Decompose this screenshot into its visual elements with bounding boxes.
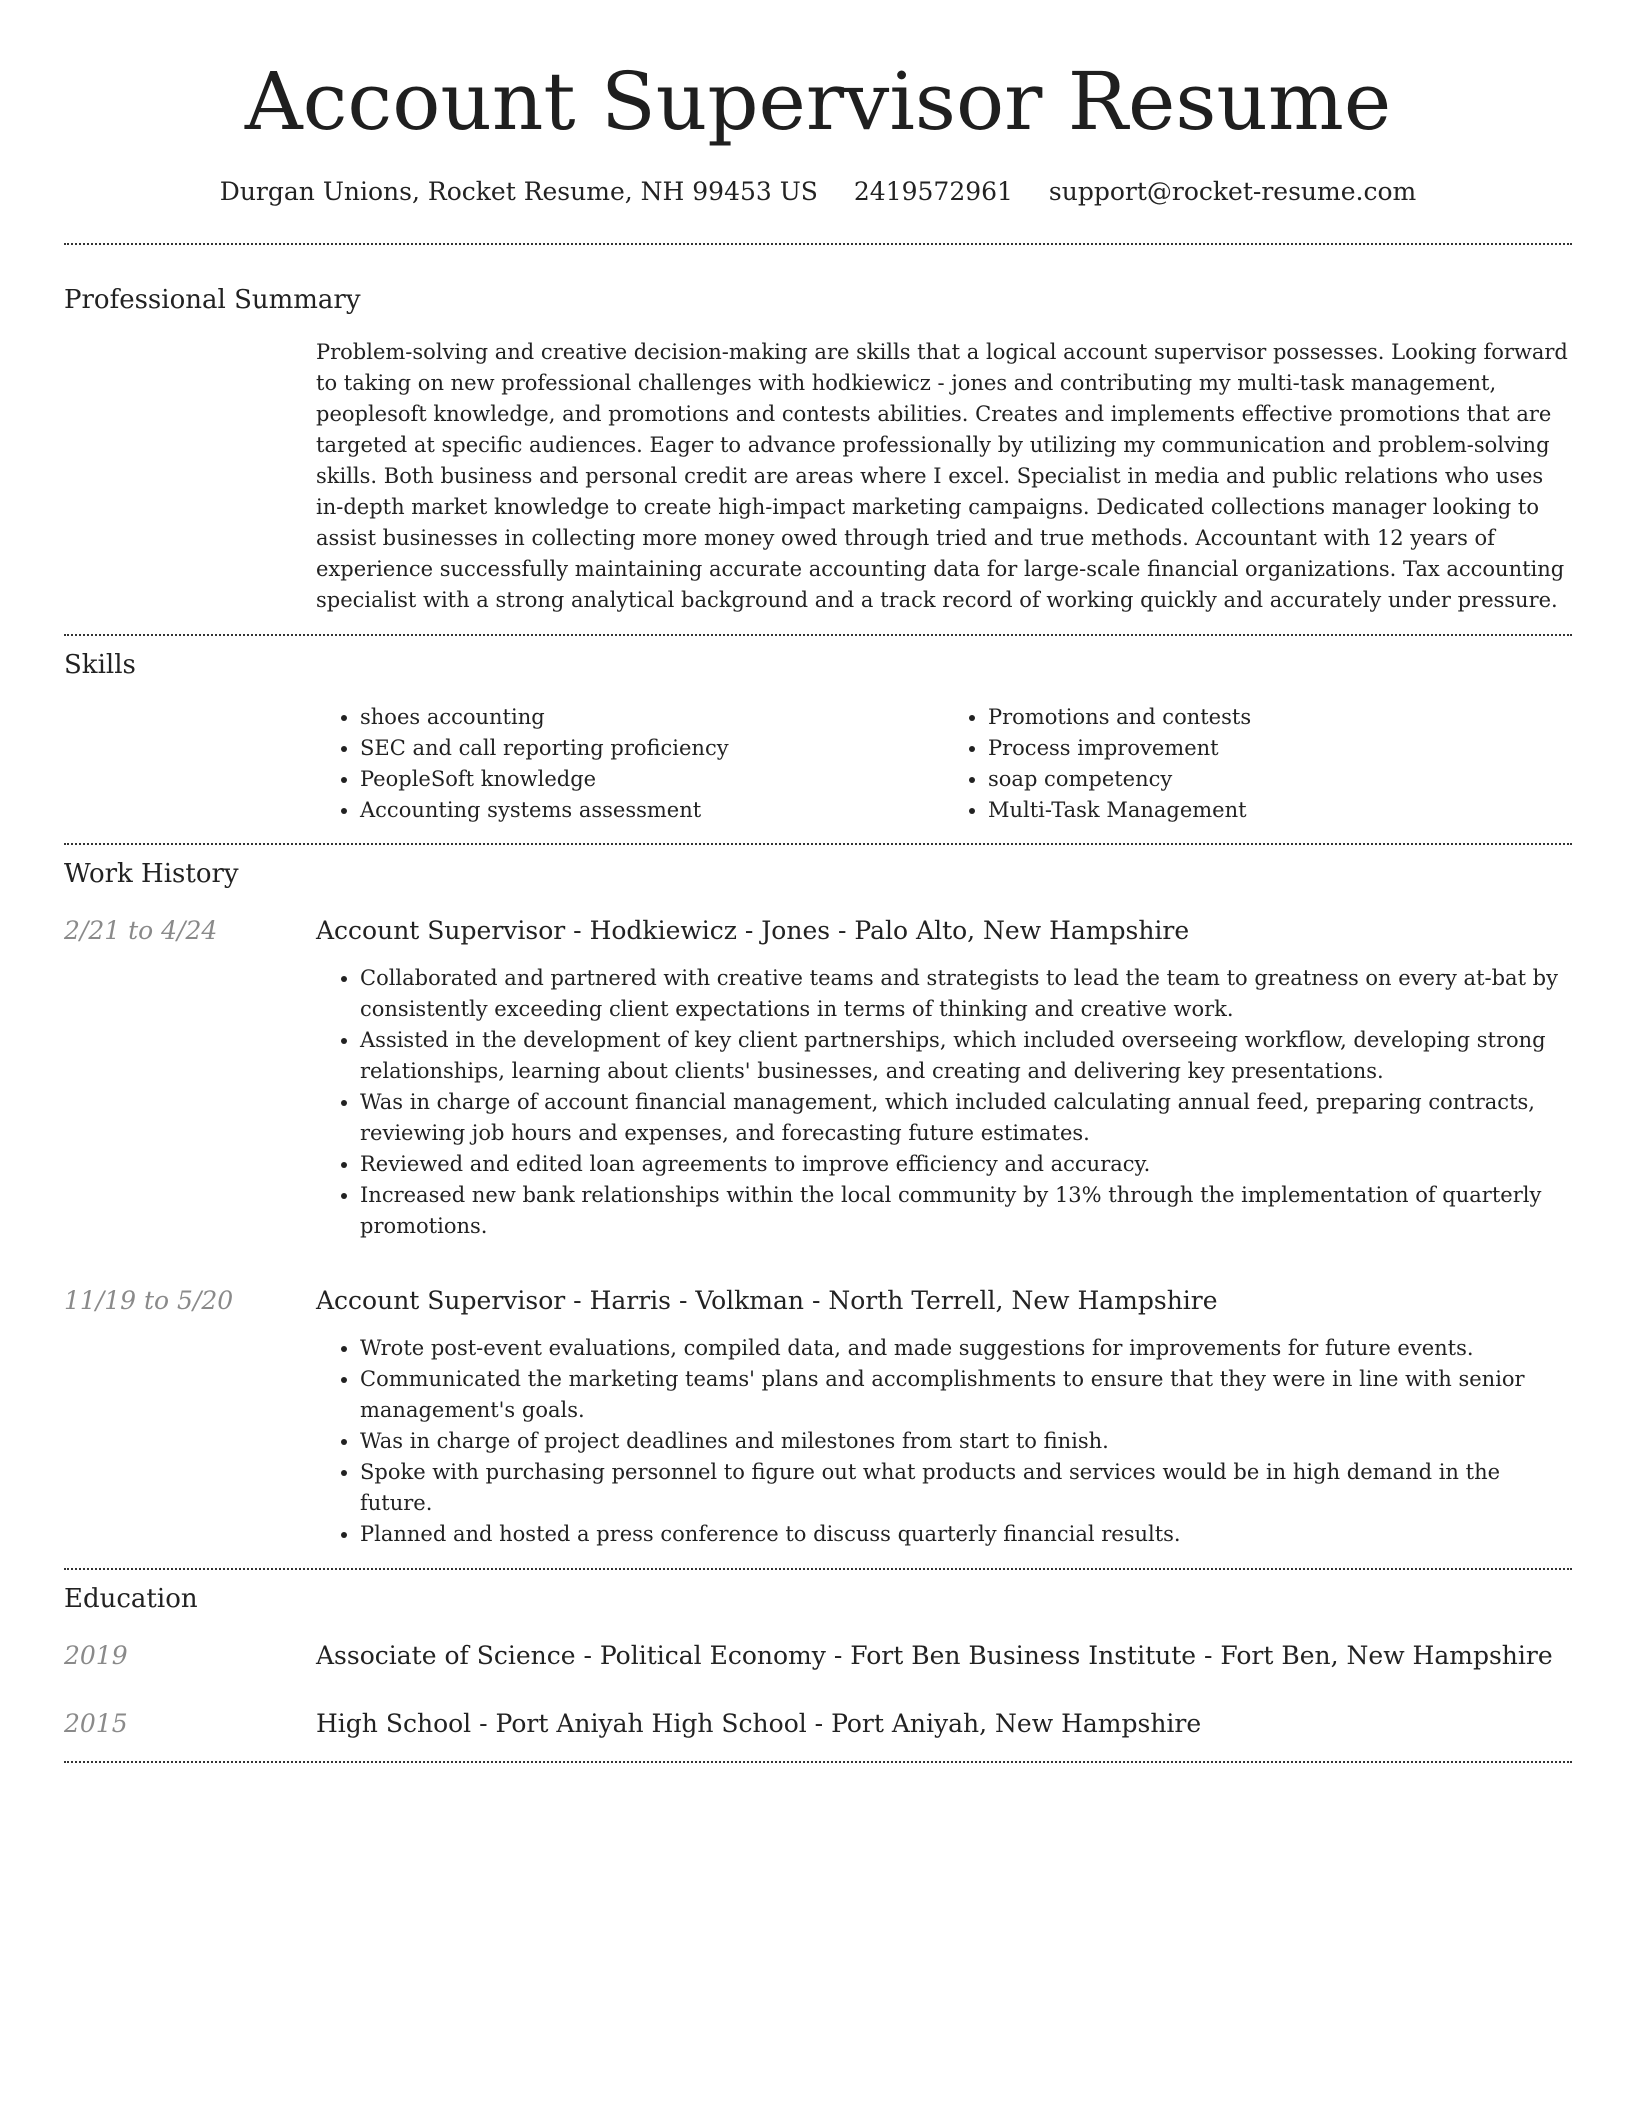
job-bullet: • Assisted in the development of key client partnerships, which included overseeing workflow, developing strong relationships, learning about clients' businesses, and creating and delivering key presentations. — [360, 1025, 1572, 1087]
contact-phone: 2419572961 — [853, 177, 1013, 206]
education-heading: Education — [64, 1584, 198, 1614]
education-entry — [64, 1707, 1572, 1741]
job-bullet: • Was in charge of account financial management, which included calculating annual feed, preparing contracts, reviewing job hours and expenses, and forecasting future estimates. — [360, 1087, 1572, 1149]
job-title: Account Supervisor — [316, 1286, 566, 1315]
job-bullets — [316, 1333, 1572, 1550]
work-section — [64, 857, 1572, 1550]
job-entry — [64, 914, 1572, 948]
skills-list-left — [316, 702, 944, 826]
divider — [64, 843, 1572, 845]
summary-section — [64, 283, 1572, 616]
work-heading: Work History — [64, 859, 239, 889]
job-bullet: • Was in charge of project deadlines and milestones from start to finish. — [360, 1426, 1572, 1457]
education-section — [64, 1582, 1572, 1741]
skill-item: • PeopleSoft knowledge — [360, 764, 944, 795]
divider — [64, 1761, 1572, 1763]
job-bullet: • Increased new bank relationships within the local community by 13% through the implementation of quarterly promotions. — [360, 1180, 1572, 1242]
summary-text: Problem-solving and creative decision-making are skills that a logical account supervisor possesses. Looking forward to taking on new professional challenges with hodkiewicz - jones and contributing my multi-task management, peoplesoft knowledge, and promotions and contests abilities. Creates and implements effective promotions that are targeted at specific audiences. Eager to advance professionally by utilizing my communication and problem-solving skills. Both business and personal credit are areas where I excel. Specialist in media and public relations who uses in-depth market knowledge to create high-impact marketing campaigns. Dedicated collections manager looking to assist businesses in collecting more money owed through tried and true methods. Accountant with 12 years of experience successfully maintaining accurate accounting data for large-scale financial organizations. Tax accounting specialist with a strong analytical background and a track record of working quickly and accurately under pressure. — [316, 340, 1568, 612]
job-company: - Harris - Volkman - North Terrell, New Hampshire — [565, 1286, 1218, 1315]
job-bullets — [316, 963, 1572, 1242]
skill-item: • Process improvement — [988, 733, 1572, 764]
education-school: - Port Aniyah High School - Port Aniyah, New Hampshire — [471, 1709, 1202, 1738]
job-header — [316, 1284, 1218, 1318]
skills-heading: Skills — [64, 650, 136, 680]
job-bullet: • Planned and hosted a press conference to discuss quarterly financial results. — [360, 1519, 1572, 1550]
page-title: Account Supervisor Resume — [244, 55, 1392, 148]
job-date: 11/19 to 5/20 — [64, 1286, 234, 1315]
skill-item: • SEC and call reporting proficiency — [360, 733, 944, 764]
skill-item: • Accounting systems assessment — [360, 795, 944, 826]
education-header — [316, 1707, 1201, 1741]
skills-list-right — [944, 702, 1572, 826]
job-bullet: • Communicated the marketing teams' plans and accomplishments to ensure that they were in line with senior management's goals. — [360, 1364, 1572, 1426]
summary-heading: Professional Summary — [64, 285, 361, 315]
job-bullet: • Collaborated and partnered with creative teams and strategists to lead the team to greatness on every at-bat by consistently exceeding client expectations in terms of thinking and creative work. — [360, 963, 1572, 1025]
job-date: 2/21 to 4/24 — [64, 916, 218, 945]
skills-section — [64, 648, 1572, 826]
education-entry — [64, 1639, 1572, 1673]
resume-page — [64, 0, 1572, 1763]
contact-email: support@rocket-resume.com — [1048, 177, 1417, 206]
education-school: - Fort Ben Business Institute - Fort Ben, New Hampshire — [825, 1641, 1553, 1670]
job-bullet: • Wrote post-event evaluations, compiled data, and made suggestions for improvements for future events. — [360, 1333, 1572, 1364]
education-header — [316, 1639, 1553, 1673]
divider — [64, 634, 1572, 636]
education-date: 2019 — [64, 1641, 128, 1670]
job-entry — [64, 1284, 1572, 1318]
contact-line — [64, 176, 1572, 208]
skill-item: • shoes accounting — [360, 702, 944, 733]
skill-item: • Promotions and contests — [988, 702, 1572, 733]
job-bullet: • Reviewed and edited loan agreements to improve efficiency and accuracy. — [360, 1149, 1572, 1180]
divider — [64, 1568, 1572, 1570]
education-degree: High School — [316, 1709, 472, 1738]
skill-item: • soap competency — [988, 764, 1572, 795]
job-bullet: • Spoke with purchasing personnel to figure out what products and services would be in high demand in the future. — [360, 1457, 1572, 1519]
job-header — [316, 914, 1189, 948]
education-degree: Associate of Science - Political Economy — [316, 1641, 826, 1670]
divider — [64, 243, 1572, 245]
job-title: Account Supervisor — [316, 916, 566, 945]
job-company: - Hodkiewicz - Jones - Palo Alto, New Hampshire — [565, 916, 1190, 945]
education-date: 2015 — [64, 1709, 128, 1738]
skill-item: • Multi-Task Management — [988, 795, 1572, 826]
contact-address: Durgan Unions, Rocket Resume, NH 99453 US — [219, 177, 818, 206]
